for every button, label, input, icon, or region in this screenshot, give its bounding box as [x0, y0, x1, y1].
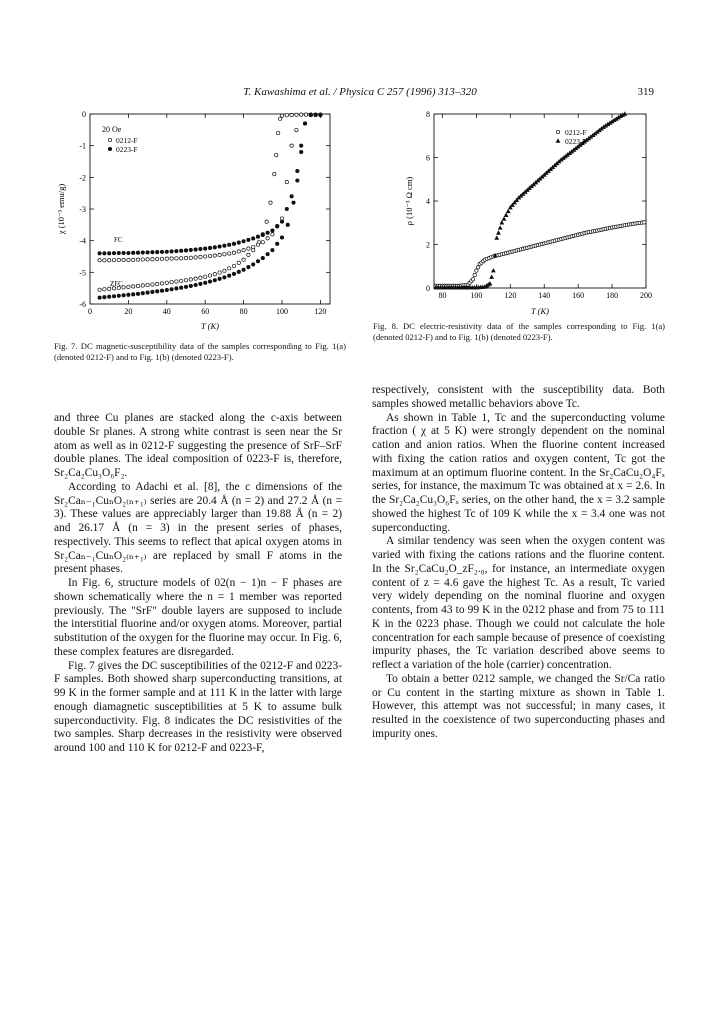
data-point — [204, 281, 207, 284]
legend-label: 0223-F — [565, 137, 587, 146]
data-point — [290, 113, 293, 116]
data-point — [303, 122, 306, 125]
data-point — [471, 278, 474, 281]
data-point — [473, 273, 476, 276]
data-point — [213, 273, 216, 276]
data-point — [184, 249, 187, 252]
data-point — [194, 256, 197, 259]
paragraph: respectively, consistent with the susceptibility data. Both samples showed metallic behaviors above Tc. — [372, 384, 665, 410]
y-tick-label: -2 — [79, 173, 86, 183]
data-point — [189, 278, 192, 281]
data-point — [213, 279, 216, 282]
data-point — [199, 282, 202, 285]
data-point — [223, 276, 226, 279]
data-point — [218, 277, 221, 280]
data-point — [180, 257, 183, 260]
data-point — [108, 138, 111, 141]
data-point — [237, 270, 240, 273]
x-tick-label: 120 — [314, 307, 327, 316]
data-point — [228, 252, 231, 255]
x-tick-label: 160 — [572, 291, 585, 300]
data-point — [228, 267, 231, 270]
x-tick-label: 100 — [470, 291, 483, 300]
data-point — [276, 242, 279, 245]
data-point — [156, 282, 159, 285]
data-point — [160, 282, 163, 285]
y-axis-label: χ (10⁻³ emu/g) — [56, 183, 66, 235]
data-point — [204, 275, 207, 278]
data-point — [108, 259, 111, 262]
y-tick-label: -4 — [79, 236, 86, 246]
data-point — [218, 253, 221, 256]
data-point — [304, 113, 307, 116]
x-tick-label: 200 — [640, 291, 652, 300]
data-point — [98, 259, 101, 262]
zfc-annotation: ZFC — [110, 280, 123, 288]
data-point — [256, 243, 259, 246]
data-point — [256, 235, 259, 238]
data-point — [489, 275, 494, 279]
data-point — [496, 230, 501, 234]
data-point — [170, 250, 173, 253]
data-point — [117, 251, 120, 254]
data-point — [184, 285, 187, 288]
data-point — [103, 295, 106, 298]
data-point — [141, 258, 144, 261]
legend-label: 0212-F — [565, 128, 587, 137]
data-point — [290, 144, 293, 147]
data-point — [184, 279, 187, 282]
data-point — [170, 288, 173, 291]
data-point — [499, 220, 504, 224]
data-point — [180, 286, 183, 289]
data-point — [232, 264, 235, 267]
data-point — [218, 271, 221, 274]
y-tick-label: -6 — [79, 300, 86, 309]
data-point — [122, 251, 125, 254]
data-point — [199, 255, 202, 258]
data-point — [180, 249, 183, 252]
data-point — [237, 250, 240, 253]
data-point — [286, 223, 289, 226]
data-point — [103, 288, 106, 291]
data-point — [112, 295, 115, 298]
legend-label: 0212-F — [116, 136, 138, 145]
data-point — [160, 257, 163, 260]
data-point — [247, 247, 250, 250]
data-point — [285, 207, 288, 210]
data-point — [189, 256, 192, 259]
data-point — [165, 257, 168, 260]
data-point — [296, 169, 299, 172]
data-point — [213, 246, 216, 249]
y-tick-label: 0 — [426, 284, 430, 293]
x-tick-label: 180 — [606, 291, 619, 300]
data-point — [292, 201, 295, 204]
data-point — [265, 220, 268, 223]
data-point — [247, 265, 250, 268]
data-point — [112, 251, 115, 254]
data-point — [194, 283, 197, 286]
data-point — [122, 258, 125, 261]
data-point — [141, 284, 144, 287]
data-point — [160, 250, 163, 253]
data-point — [242, 240, 245, 243]
data-point — [146, 258, 149, 261]
data-point — [170, 257, 173, 260]
data-point — [269, 201, 272, 204]
data-point — [300, 150, 303, 153]
data-point — [300, 144, 303, 147]
data-point — [280, 220, 283, 223]
data-point — [276, 224, 279, 227]
paragraph: and three Cu planes are stacked along the c-axis between double Sr planes. A strong white contrast is seen near the Sr atom as well as in 0212-F suggesting the presence of SrF–SrF double planes. The ideal composition of 0223-F is, therefore, Sr₂Ca₂Cu₃O₆F₂. — [54, 412, 342, 479]
data-point — [180, 279, 183, 282]
data-point — [252, 263, 255, 266]
data-point — [261, 241, 264, 244]
data-point — [319, 113, 322, 116]
data-point — [208, 274, 211, 277]
data-point — [189, 284, 192, 287]
data-point — [504, 213, 509, 217]
data-point — [199, 276, 202, 279]
data-point — [237, 241, 240, 244]
data-point — [498, 225, 503, 229]
data-point — [127, 251, 130, 254]
x-tick-label: 140 — [538, 291, 551, 300]
x-tick-label: 20 — [124, 307, 133, 316]
x-tick-label: 40 — [162, 307, 171, 316]
data-point — [556, 138, 561, 142]
data-point — [261, 233, 264, 236]
data-point — [228, 243, 231, 246]
data-point — [276, 131, 279, 134]
data-point — [208, 254, 211, 257]
data-point — [136, 284, 139, 287]
figure-8 — [372, 108, 672, 320]
data-point — [232, 242, 235, 245]
data-point — [261, 256, 264, 259]
data-point — [314, 113, 317, 116]
y-tick-label: -1 — [79, 141, 86, 151]
right-column — [372, 384, 665, 742]
y-tick-label: -3 — [79, 205, 86, 214]
data-point — [506, 209, 511, 213]
paragraph: Fig. 7 gives the DC susceptibilities of the 0212-F and 0223-F samples. Both showed sharp superconducting transitions, at 99 K in the former sample and at 111 K in the latter with large enough diamagnetic susceptibilities at 5 K to assume bulk superconductivity. Fig. 8 indicates the DC resistivities of the two samples. Sharp decreases in the resistivity were observed around 100 and 110 K for 0212-F and 0223-F, — [54, 659, 342, 754]
data-point — [122, 294, 125, 297]
x-axis-label: T (K) — [530, 306, 550, 316]
data-point — [98, 252, 101, 255]
figure-8-caption: Fig. 8. DC electric-resistivity data of the samples corresponding to Fig. 1(a) (denoted 0212-F) and to Fig. 1(b) (denoted 0223-F). — [373, 321, 665, 342]
data-point — [165, 288, 168, 291]
data-point — [156, 257, 159, 260]
paragraph: A similar tendency was seen when the oxygen content was varied with fixing the cations rations and the fluorine content. In the Sr₂CaCu₂O_zF₂.₀, for instance, an intermediate oxygen content of z = 4.6 gave the highest Tc. As a result, Tc varied very widely depending on the nominal fluorine and oxygen contents, from 43 to 99 K in the 0212 phase and from 75 to 111 K in the 0223 phase. Though we could not calculate the hole concentration for each sample because of presence of coexisting impurity phases, the Tc variation described above seems to reflect a variation of the hole (carrier) concentration. — [372, 535, 665, 671]
data-point — [141, 292, 144, 295]
data-point — [491, 268, 496, 272]
data-point — [309, 113, 312, 116]
data-point — [271, 248, 274, 251]
data-point — [208, 246, 211, 249]
data-point — [151, 290, 154, 293]
data-point — [223, 244, 226, 247]
data-point — [643, 221, 646, 224]
data-point — [127, 258, 130, 261]
data-point — [285, 114, 288, 117]
paragraph: In Fig. 6, structure models of 02(n − 1)n − F phases are shown schematically where the n = 1 member was reported previously. The "SrF" double layers are supposed to include the interstitial fluorine and/or oxygen atoms. Moreover, partial substitution of the oxygen for the fluorine may occur. In Fig. 6, these complex features are disregarded. — [54, 577, 342, 658]
data-point — [242, 268, 245, 271]
figure-7-caption: Fig. 7. DC magnetic-susceptibility data of the samples corresponding to Fig. 1(a) (denoted 0212-F) and to Fig. 1(b) (denoted 0223-F). — [54, 341, 346, 362]
data-point — [165, 250, 168, 253]
x-tick-label: 80 — [239, 307, 248, 316]
data-point — [275, 153, 278, 156]
data-point — [232, 251, 235, 254]
y-tick-label: 2 — [426, 240, 430, 250]
data-point — [132, 251, 135, 254]
data-point — [156, 250, 159, 253]
x-tick-label: 0 — [88, 307, 92, 316]
data-point — [165, 281, 168, 284]
data-point — [199, 247, 202, 250]
data-point — [194, 277, 197, 280]
y-tick-label: 4 — [426, 197, 430, 206]
page-number: 319 — [637, 86, 654, 98]
legend-label: 0223-F — [116, 145, 138, 154]
data-point — [175, 287, 178, 290]
y-tick-label: 0 — [82, 110, 86, 119]
data-point — [98, 288, 101, 291]
figure-8-chart — [372, 108, 672, 320]
paragraph: According to Adachi et al. [8], the c dimensions of the Sr₂Caₙ₋₁CuₙO₂₍ₙ₊₁₎ series are 20.4 Å (n = 2) and 27.2 Å (n = 3). These values are appreciably larger than 19.88 Å (n = 2) and 26.17 Å (n = 3) in the present series of phases, respectively. This seems to reflect that apical oxygen atoms in Sr₂Caₙ₋₁CuₙO₂₍ₙ₊₁₎ are replaced by small F atoms in the present phases. — [54, 480, 342, 576]
data-point — [271, 229, 274, 232]
data-point — [266, 237, 269, 240]
data-point — [280, 114, 283, 117]
data-point — [252, 237, 255, 240]
data-point — [295, 128, 298, 131]
paragraph: As shown in Table 1, Tc and the superconducting volume fraction ( χ at 5 K) were strongly dependent on the nominal cation and anion ratios. When the fluorine content increased with fixing the cation ratios and oxygen content, Tc got the maximum at an optimum fluorine content. In the Sr₂CaCu₂O₄Fₓ series, for instance, the maximum Tc was obtained at x = 2.6. In the Sr₂Ca₂Cu₃O₆Fₓ series, on the other hand, the x = 3.2 sample showed the highest Tc of 109 K while the x = 3.4 one was not superconducting. — [372, 411, 665, 534]
y-tick-label: -5 — [79, 268, 86, 278]
x-tick-label: 80 — [438, 291, 447, 300]
data-point — [223, 253, 226, 256]
data-point — [156, 290, 159, 293]
data-point — [494, 235, 499, 239]
data-point — [502, 216, 507, 220]
data-point — [256, 260, 259, 263]
data-point — [151, 251, 154, 254]
data-point — [151, 283, 154, 286]
plot-frame — [434, 114, 646, 288]
data-point — [117, 258, 120, 261]
x-axis-label: T (K) — [200, 321, 220, 331]
data-point — [232, 272, 235, 275]
data-point — [208, 280, 211, 283]
y-axis-label: ρ (10⁻³ Ω cm) — [404, 176, 414, 226]
data-point — [273, 172, 276, 175]
data-point — [108, 295, 111, 298]
data-point — [132, 258, 135, 261]
data-point — [170, 280, 173, 283]
left-column — [54, 412, 342, 756]
data-point — [127, 285, 130, 288]
data-point — [296, 179, 299, 182]
data-point — [108, 252, 111, 255]
data-point — [266, 252, 269, 255]
data-point — [146, 291, 149, 294]
y-tick-label: 8 — [426, 110, 430, 119]
data-point — [98, 296, 101, 299]
data-point — [175, 257, 178, 260]
data-point — [300, 113, 303, 116]
data-point — [295, 113, 298, 116]
data-point — [184, 256, 187, 259]
data-point — [204, 247, 207, 250]
x-tick-label: 100 — [276, 307, 288, 316]
data-point — [175, 280, 178, 283]
data-point — [475, 269, 478, 272]
fc-annotation: FC — [114, 236, 123, 244]
data-point — [556, 130, 559, 133]
data-point — [285, 180, 288, 183]
data-point — [103, 259, 106, 262]
data-point — [266, 231, 269, 234]
data-point — [194, 248, 197, 251]
y-tick-label: 6 — [426, 153, 430, 163]
x-tick-label: 60 — [201, 307, 210, 316]
data-point — [108, 147, 111, 150]
data-point — [175, 249, 178, 252]
data-point — [237, 261, 240, 264]
data-point — [476, 266, 479, 269]
data-point — [252, 245, 255, 248]
data-point — [228, 274, 231, 277]
data-point — [204, 255, 207, 258]
running-title: T. Kawashima et al. / Physica C 257 (1996) 313–320 — [243, 86, 477, 98]
data-point — [132, 285, 135, 288]
data-point — [127, 293, 130, 296]
data-point — [213, 254, 216, 257]
data-point — [146, 283, 149, 286]
data-point — [223, 269, 226, 272]
data-point — [189, 248, 192, 251]
data-point — [136, 258, 139, 261]
data-point — [278, 117, 281, 120]
data-point — [103, 252, 106, 255]
data-point — [280, 236, 283, 239]
data-point — [271, 233, 274, 236]
data-point — [117, 294, 120, 297]
data-point — [242, 248, 245, 251]
data-point — [290, 195, 293, 198]
data-point — [146, 251, 149, 254]
data-point — [141, 251, 144, 254]
paragraph: To obtain a better 0212 sample, we changed the Sr/Ca ratio or Cu content in the starting mixture as shown in Table 1. However, this attempt was not successful; in many cases, it resulted in the coexistence of two superconducting phases and impurity ones. — [372, 672, 665, 740]
data-point — [132, 293, 135, 296]
data-point — [247, 238, 250, 241]
data-point — [151, 257, 154, 260]
data-point — [136, 292, 139, 295]
data-point — [160, 289, 163, 292]
data-point — [136, 251, 139, 254]
data-point — [112, 258, 115, 261]
x-tick-label: 120 — [504, 291, 517, 300]
figure-7 — [52, 108, 352, 338]
figure-7-chart — [52, 108, 352, 338]
data-point — [247, 253, 250, 256]
data-point — [218, 245, 221, 248]
data-point — [242, 258, 245, 261]
field-annotation: 20 Oe — [102, 125, 122, 134]
